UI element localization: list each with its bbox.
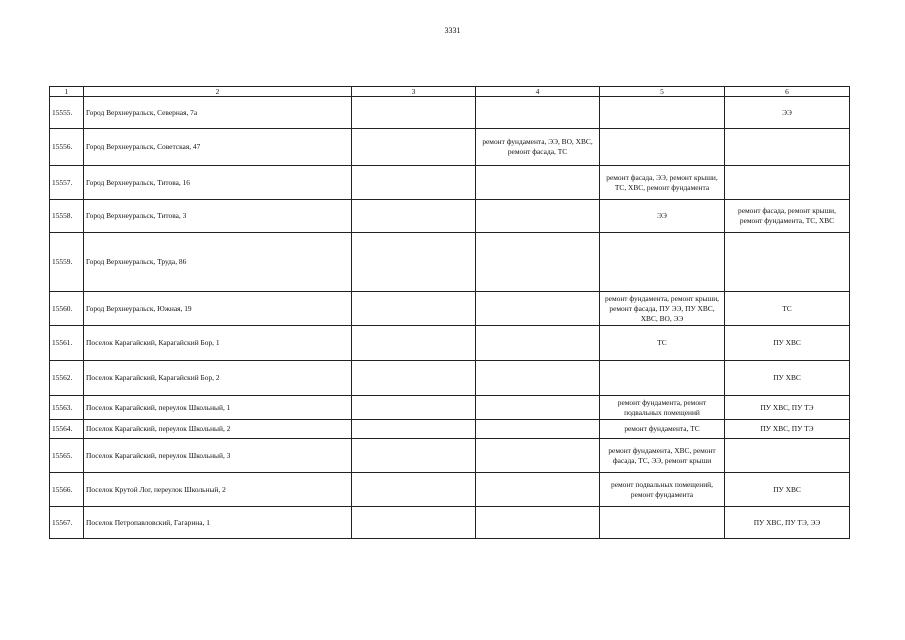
address-cell: Город Верхнеуральск, Южная, 19 (84, 292, 352, 326)
column-3-cell (352, 129, 476, 166)
table-row (50, 439, 850, 473)
column-header-5: 5 (600, 87, 725, 97)
table-header (50, 87, 850, 97)
column-3-cell (352, 473, 476, 507)
column-header-2: 2 (84, 87, 352, 97)
row-number: 15563. (50, 396, 84, 420)
column-3-cell (352, 326, 476, 361)
table-row (50, 200, 850, 233)
column-3-cell (352, 166, 476, 200)
address-cell: Город Верхнеуральск, Титова, 3 (84, 200, 352, 233)
column-5-cell: ремонт фундамента, ТС (600, 420, 725, 439)
column-3-cell (352, 507, 476, 539)
column-4-cell (476, 292, 600, 326)
column-6-cell: ПУ ХВС (725, 361, 850, 396)
column-6-cell: ПУ ХВС, ПУ ТЭ (725, 396, 850, 420)
column-6-cell: ПУ ХВС, ПУ ТЭ (725, 420, 850, 439)
column-header-1: 1 (50, 87, 84, 97)
table-row (50, 233, 850, 292)
address-cell: Город Верхнеуральск, Северная, 7а (84, 97, 352, 129)
table-row (50, 292, 850, 326)
column-5-cell: ТС (600, 326, 725, 361)
address-cell: Город Верхнеуральск, Советская, 47 (84, 129, 352, 166)
column-5-cell (600, 233, 725, 292)
column-6-cell: ПУ ХВС (725, 473, 850, 507)
address-cell: Поселок Карагайский, Карагайский Бор, 2 (84, 361, 352, 396)
column-4-cell (476, 420, 600, 439)
column-6-cell (725, 233, 850, 292)
row-number: 15557. (50, 166, 84, 200)
column-4-cell (476, 439, 600, 473)
column-5-cell: ремонт фасада, ЭЭ, ремонт крыши, ТС, ХВС, ремонт фундамента (600, 166, 725, 200)
table-row (50, 129, 850, 166)
column-5-cell (600, 361, 725, 396)
row-number: 15562. (50, 361, 84, 396)
address-cell: Город Верхнеуральск, Труда, 86 (84, 233, 352, 292)
column-3-cell (352, 396, 476, 420)
row-number: 15561. (50, 326, 84, 361)
column-6-cell: ремонт фасада, ремонт крыши, ремонт фундамента, ТС, ХВС (725, 200, 850, 233)
column-header-3: 3 (352, 87, 476, 97)
column-4-cell (476, 97, 600, 129)
row-number: 15560. (50, 292, 84, 326)
column-4-cell: ремонт фундамента, ЭЭ, ВО, ХВС, ремонт фасада, ТС (476, 129, 600, 166)
table-body (50, 97, 850, 539)
column-6-cell (725, 129, 850, 166)
row-number: 15566. (50, 473, 84, 507)
address-cell: Поселок Петропавловский, Гагарина, 1 (84, 507, 352, 539)
page-number: 3331 (444, 26, 461, 35)
column-5-cell: ремонт фундамента, ХВС, ремонт фасада, ТС, ЭЭ, ремонт крыши (600, 439, 725, 473)
table-row (50, 326, 850, 361)
row-number: 15558. (50, 200, 84, 233)
address-cell: Город Верхнеуральск, Титова, 16 (84, 166, 352, 200)
column-3-cell (352, 439, 476, 473)
column-5-cell: ремонт фундамента, ремонт подвальных помещений (600, 396, 725, 420)
address-cell: Поселок Карагайский, Карагайский Бор, 1 (84, 326, 352, 361)
row-number: 15564. (50, 420, 84, 439)
column-6-cell (725, 439, 850, 473)
row-number: 15556. (50, 129, 84, 166)
table-row (50, 396, 850, 420)
register-table (49, 86, 850, 539)
column-4-cell (476, 361, 600, 396)
column-5-cell: ЭЭ (600, 200, 725, 233)
column-5-cell: ремонт подвальных помещений, ремонт фундамента (600, 473, 725, 507)
column-3-cell (352, 292, 476, 326)
column-6-cell: ПУ ХВС, ПУ ТЭ, ЭЭ (725, 507, 850, 539)
row-number: 15559. (50, 233, 84, 292)
column-4-cell (476, 473, 600, 507)
column-header-6: 6 (725, 87, 850, 97)
address-cell: Поселок Карагайский, переулок Школьный, 2 (84, 420, 352, 439)
column-6-cell: ЭЭ (725, 97, 850, 129)
table-row (50, 361, 850, 396)
column-6-cell: ТС (725, 292, 850, 326)
address-cell: Поселок Карагайский, переулок Школьный, 1 (84, 396, 352, 420)
column-3-cell (352, 97, 476, 129)
header-row (50, 87, 850, 97)
table-row (50, 507, 850, 539)
column-5-cell: ремонт фундамента, ремонт крыши, ремонт фасада, ПУ ЭЭ, ПУ ХВС, ХВС, ВО, ЭЭ (600, 292, 725, 326)
column-5-cell (600, 97, 725, 129)
column-header-4: 4 (476, 87, 600, 97)
column-3-cell (352, 200, 476, 233)
column-4-cell (476, 166, 600, 200)
column-5-cell (600, 129, 725, 166)
address-cell: Поселок Крутой Лог, переулок Школьный, 2 (84, 473, 352, 507)
column-3-cell (352, 361, 476, 396)
table-row (50, 166, 850, 200)
column-4-cell (476, 507, 600, 539)
column-6-cell: ПУ ХВС (725, 326, 850, 361)
table-row (50, 420, 850, 439)
column-4-cell (476, 326, 600, 361)
row-number: 15567. (50, 507, 84, 539)
address-cell: Поселок Карагайский, переулок Школьный, 3 (84, 439, 352, 473)
column-5-cell (600, 507, 725, 539)
column-3-cell (352, 233, 476, 292)
column-4-cell (476, 200, 600, 233)
column-6-cell (725, 166, 850, 200)
row-number: 15565. (50, 439, 84, 473)
column-3-cell (352, 420, 476, 439)
table-row (50, 473, 850, 507)
table-row (50, 97, 850, 129)
column-4-cell (476, 396, 600, 420)
column-4-cell (476, 233, 600, 292)
row-number: 15555. (50, 97, 84, 129)
